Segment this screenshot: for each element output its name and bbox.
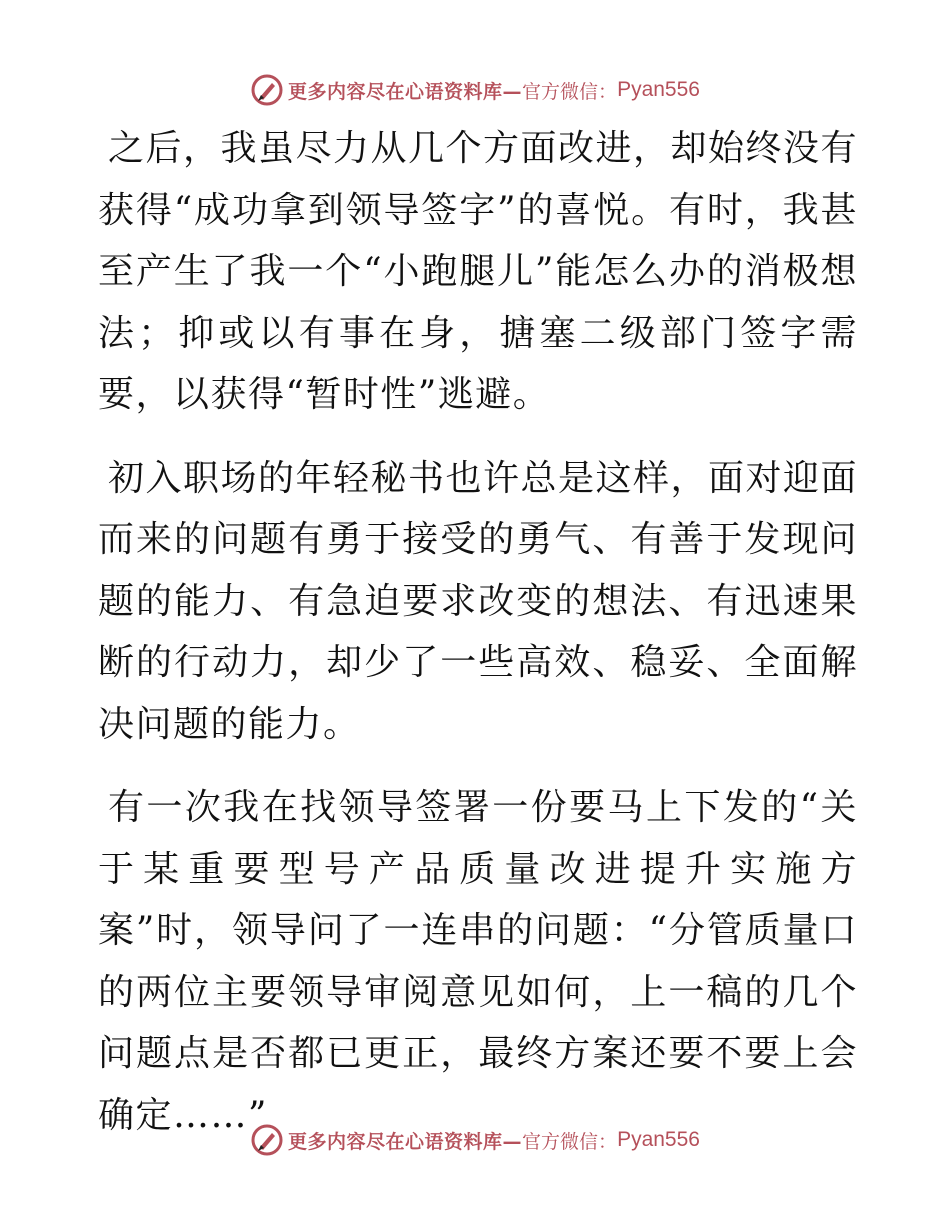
header-wechat-id: Pyan556 — [617, 78, 700, 101]
footer-wechat-id: Pyan556 — [617, 1128, 700, 1151]
paragraph-1: 之后，我虽尽力从几个方面改进，却始终没有获得“成功拿到领导签字”的喜悦。有时，我甚至产生了我一个“小跑腿儿”能怎么办的消极想法；抑或以有事在身，搪塞二级部门签字需要，以获得“暂时性”逃避。 — [98, 128, 859, 415]
header-banner-text: 更多内容尽在心语资料库— — [288, 80, 523, 103]
header-banner — [0, 70, 950, 110]
pen-logo-icon — [250, 1123, 284, 1157]
header-wechat-label: 官方微信： — [522, 80, 618, 103]
footer-banner-text: 更多内容尽在心语资料库— — [288, 1130, 523, 1153]
paragraph-3: 有一次我在找领导签署一份要马上下发的“关于某重要型号产品质量改进提升实施方案”时，领导问了一连串的问题：“分管质量口的两位主要领导审阅意见如何，上一稿的几个问题点是否都已更正，最终方案还要不要上会确定……” — [98, 787, 858, 1136]
document-body — [98, 118, 858, 1168]
footer-wechat-label: 官方微信： — [522, 1130, 618, 1153]
pen-logo-icon — [250, 73, 284, 107]
footer-banner — [0, 1120, 950, 1160]
paragraph-2: 初入职场的年轻秘书也许总是这样，面对迎面而来的问题有勇于接受的勇气、有善于发现问题的能力、有急迫要求改变的想法、有迅速果断的行动力，却少了一些高效、稳妥、全面解决问题的能力。 — [98, 457, 859, 745]
